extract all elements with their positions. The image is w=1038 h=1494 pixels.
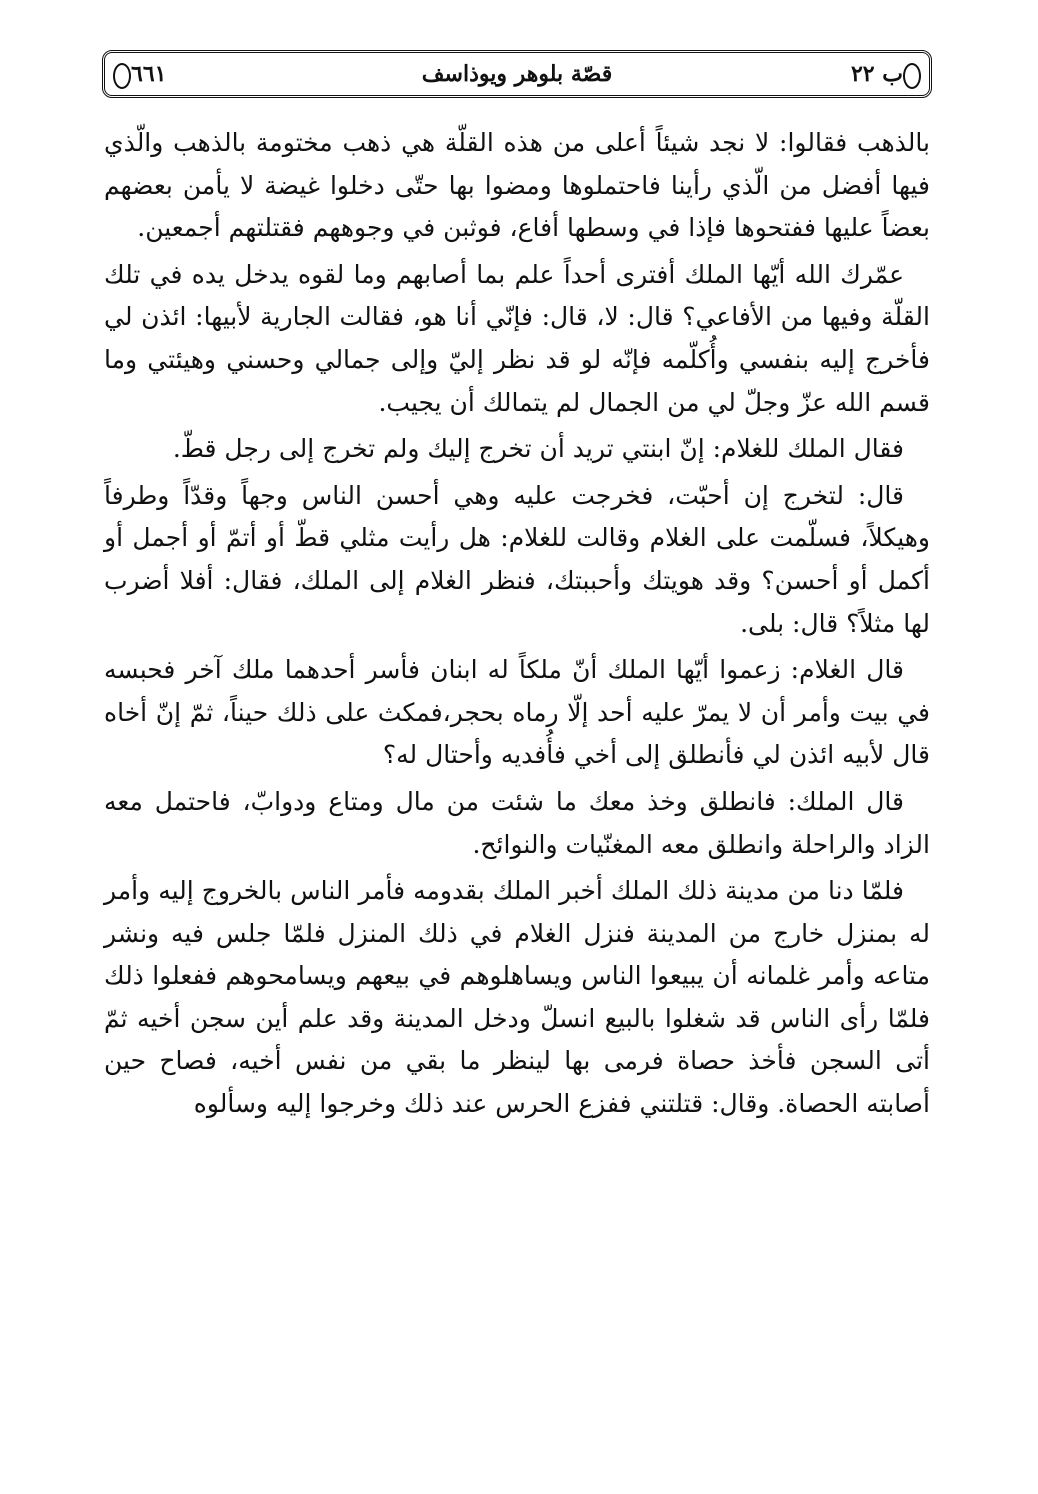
page-number: ٦٦١ [131,61,167,87]
section-label: ب ٢٢ [850,61,903,87]
paragraph: فلمّا دنا من مدينة ذلك الملك أخبر الملك بقدومه فأمر الناس بالخروج إليه وأمر له بمنزل خارج من المدينة فنزل الغلام في ذلك المنزل فلمّا جلس فيه ونشر متاعه وأمر غلمانه أن يبيعوا الناس ويساهلوهم في بيعهم ويسامحوهم ففعلوا ذلك فلمّا رأى الناس قد شغلوا بالبيع انسلّ ودخل المدينة وقد علم أين سجن أخيه ثمّ أتى السجن فأخذ حصاة فرمى بها لينظر ما بقي من نفس أخيه، فصاح حين أصابته الحصاة. وقال: قتلتني ففزع الحرس عند ذلك وخرجوا إليه وسألوه [104,876,930,1119]
paragraph: عمّرك الله أيّها الملك أفترى أحداً علم بما أصابهم وما لقوه يدخل يده في تلك القلّة وفيها من الأفاعي؟ قال: لا، قال: فإنّي أنا هو، فقالت الجارية لأبيها: ائذن لي فأخرج إليه بنفسي وأُكلّمه فإنّه لو قد نظر إليّ وإلى جمالي وحسني وهيئتي وما قسم الله عزّ وجلّ لي من الجمال لم يتمالك أن يجيب. [104,259,930,417]
paragraph: قال: لتخرج إن أحبّت، فخرجت عليه وهي أحسن الناس وجهاً وقدّاً وطرفاً وهيكلاً، فسلّمت على الغلام وقالت للغلام: هل رأيت مثلي قطّ أو أتمّ أو أجمل أو أكمل أو أحسن؟ وقد هويتك وأحببتك، فنظر الغلام إلى الملك، فقال: أفلا أضرب لها مثلاً؟ قال: بلى. [104,480,930,638]
paragraph: قال الغلام: زعموا أيّها الملك أنّ ملكاً له ابنان فأسر أحدهما ملك آخر فحبسه في بيت وأمر أن لا يمرّ عليه أحد إلّا رماه بحجر،فمكث على ذلك حيناً، ثمّ إنّ أخاه قال لأبيه ائذن لي فأنطلق إلى أخي فأُفديه وأحتال له؟ [104,655,930,770]
book-title: قصّة بلوهر ويوذاسف [421,61,613,87]
running-header [102,50,932,98]
running-header-content [131,53,903,95]
paragraph: قال الملك: فانطلق وخذ معك ما شئت من مال ومتاع ودوابّ، فاحتمل معه الزاد والراحلة وانطلق معه المغنّيات والنوائح. [104,786,930,859]
paragraph: بالذهب فقالوا: لا نجد شيئاً أعلى من هذه القلّة هي ذهب مختومة بالذهب والّذي فيها أفضل من الّذي رأينا فاحتملوها ومضوا بها حتّى دخلوا غيضة لا يأمن بعضهم بعضاً عليها ففتحوها فإذا في وسطها أفاع، فوثبن في وجوههم فقتلتهم أجمعين. [104,128,930,243]
page-body [104,122,930,1130]
paragraph: فقال الملك للغلام: إنّ ابنتي تريد أن تخرج إليك ولم تخرج إلى رجل قطّ. [172,434,904,464]
